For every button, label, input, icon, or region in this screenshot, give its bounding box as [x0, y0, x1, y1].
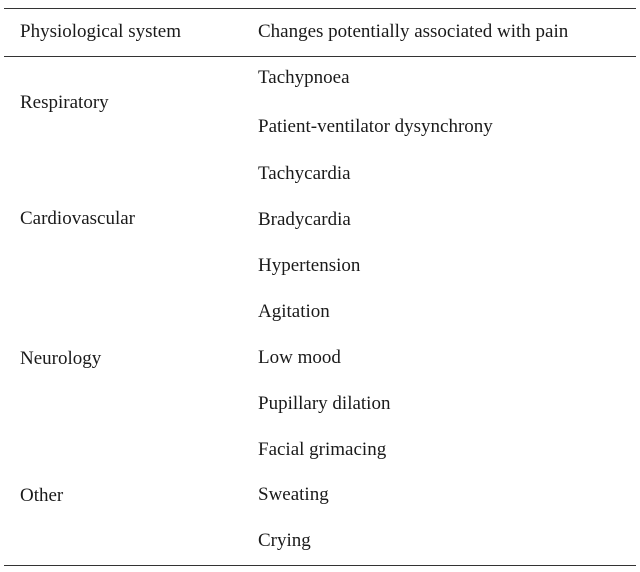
change-item: Tachycardia: [258, 163, 351, 184]
change-item: Hypertension: [258, 255, 361, 276]
table-bottom-rule: [4, 565, 636, 566]
system-label-neurology: Neurology: [20, 348, 102, 369]
table-header-rule: [4, 56, 636, 57]
system-label-respiratory: Respiratory: [20, 92, 109, 113]
change-item: Low mood: [258, 347, 341, 368]
change-item: Tachypnoea: [258, 67, 350, 88]
system-label-cardiovascular: Cardiovascular: [20, 208, 136, 229]
change-item: Bradycardia: [258, 209, 351, 230]
change-item: Crying: [258, 530, 311, 551]
change-item: Patient-ventilator dysynchrony: [258, 116, 493, 137]
system-label-other: Other: [20, 485, 64, 506]
change-item: Facial grimacing: [258, 439, 387, 460]
column-header-physiological-system: Physiological system: [20, 21, 181, 42]
column-header-changes: Changes potentially associated with pain: [258, 21, 569, 42]
change-item: Pupillary dilation: [258, 393, 391, 414]
change-item: Sweating: [258, 484, 329, 505]
pain-physiology-table: [4, 8, 636, 566]
change-item: Agitation: [258, 301, 330, 322]
